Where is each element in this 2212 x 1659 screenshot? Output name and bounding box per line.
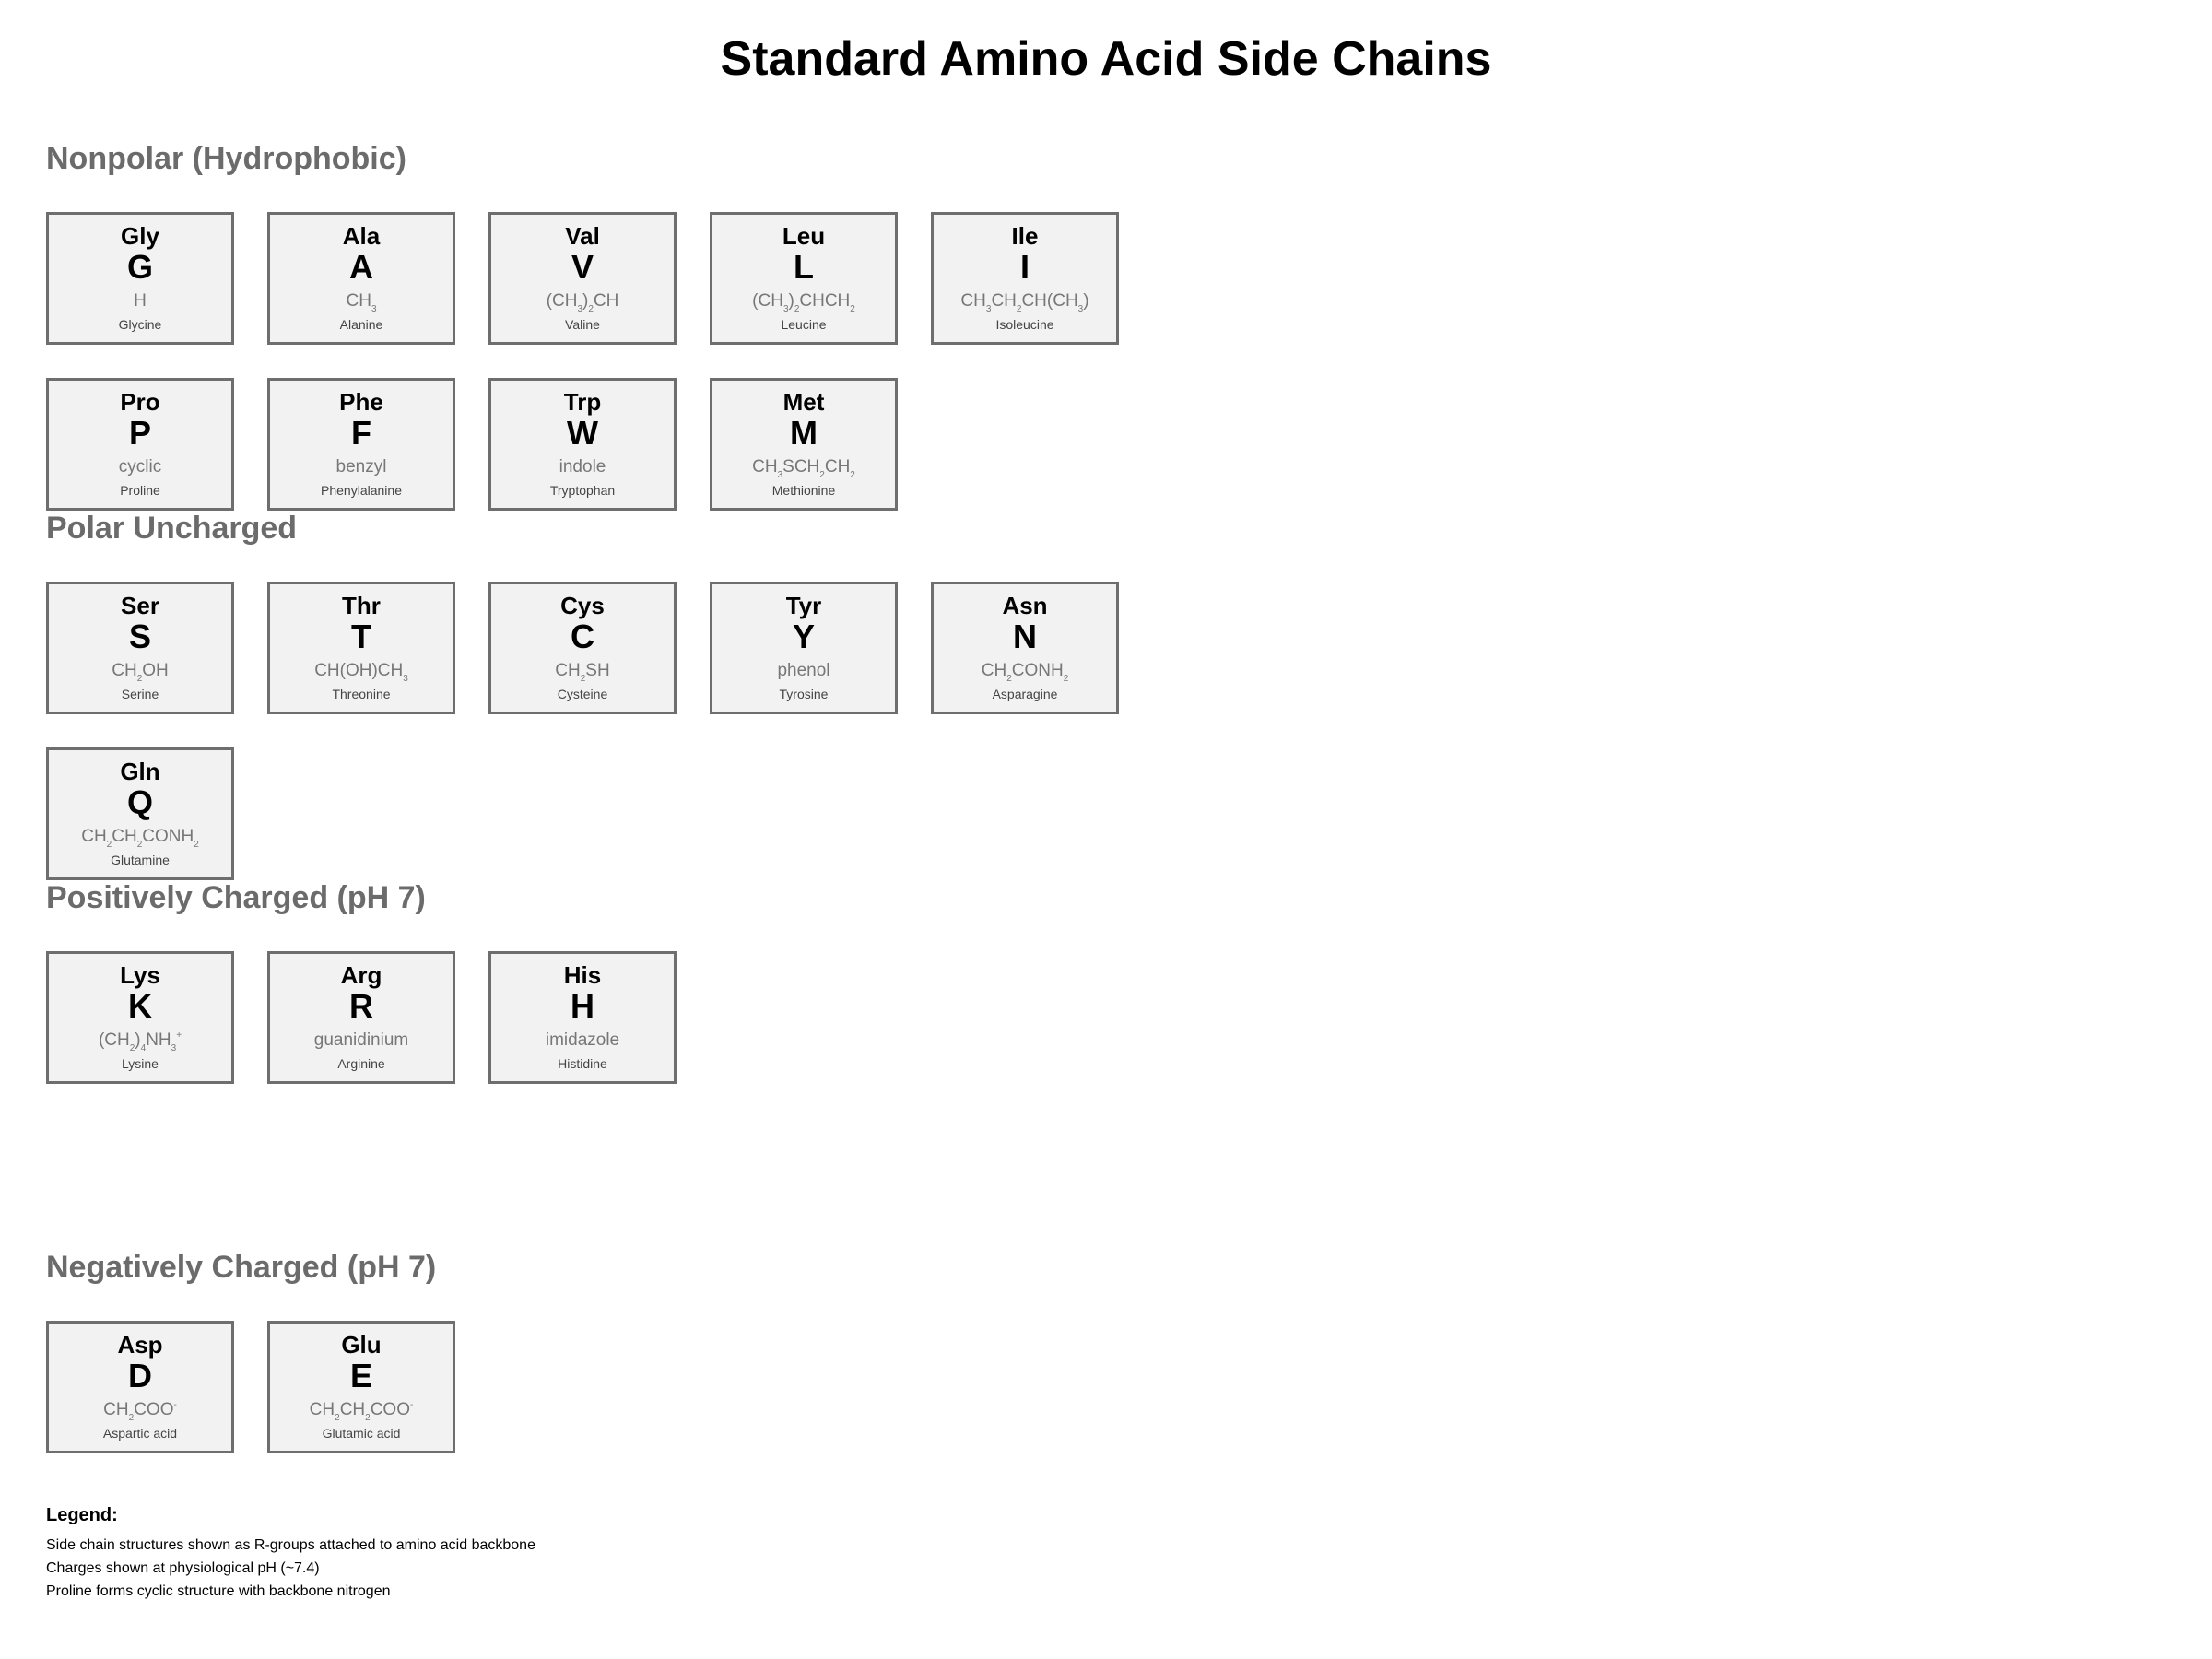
group-heading: Polar Uncharged xyxy=(46,511,298,546)
one-letter-code: K xyxy=(128,987,152,1025)
side-chain-formula: phenol xyxy=(777,661,830,680)
amino-acid-card-ile xyxy=(931,212,1119,345)
one-letter-code: A xyxy=(349,248,373,286)
three-letter-code: Pro xyxy=(120,388,160,416)
amino-acid-card-gln xyxy=(46,747,234,880)
three-letter-code: Ala xyxy=(342,222,381,250)
three-letter-code: Phe xyxy=(339,388,383,416)
side-chain-formula: cyclic xyxy=(118,457,162,477)
group-heading: Negatively Charged (pH 7) xyxy=(46,1250,437,1285)
one-letter-code: V xyxy=(571,248,594,286)
amino-acid-name: Valine xyxy=(565,317,600,332)
legend-item-1: Side chain structures shown as R-groups attached to amino acid backbone xyxy=(46,1537,535,1553)
amino-acid-card-leu xyxy=(710,212,898,345)
one-letter-code: Y xyxy=(792,618,815,655)
amino-acid-name: Alanine xyxy=(339,317,383,332)
one-letter-code: L xyxy=(794,248,814,286)
amino-acid-card-tyr xyxy=(710,582,898,714)
amino-acid-name: Glutamine xyxy=(111,853,170,867)
side-chain-formula: $(CH_3)_2CHCH_2$ xyxy=(752,291,855,314)
amino-acid-card-trp xyxy=(488,378,677,511)
side-chain-formula: indole xyxy=(559,457,606,477)
three-letter-code: His xyxy=(563,961,602,989)
legend-title: Legend: xyxy=(46,1505,118,1525)
side-chain-formula: $(CH_3)_2CH$ xyxy=(546,291,619,314)
three-letter-code: Asp xyxy=(117,1331,163,1359)
three-letter-code: Val xyxy=(565,222,600,250)
one-letter-code: R xyxy=(349,987,373,1025)
side-chain-formula: H xyxy=(134,291,147,311)
one-letter-code: S xyxy=(128,618,151,655)
side-chain-formula: benzyl xyxy=(335,457,387,477)
side-chain-formula: $CH_3CH_2CH(CH_3)$ xyxy=(960,291,1089,314)
three-letter-code: Met xyxy=(782,388,825,416)
three-letter-code: Tyr xyxy=(785,592,822,619)
three-letter-code: Trp xyxy=(563,388,602,416)
amino-acid-card-gly xyxy=(46,212,234,345)
amino-acid-card-thr xyxy=(267,582,455,714)
side-chain-formula: guanidinium xyxy=(313,1030,409,1050)
amino-acid-name: Leucine xyxy=(781,317,827,332)
amino-acid-card-glu xyxy=(267,1321,455,1453)
amino-acid-card-ala xyxy=(267,212,455,345)
group-heading: Nonpolar (Hydrophobic) xyxy=(46,141,406,176)
one-letter-code: G xyxy=(126,248,153,286)
amino-acid-card-asn xyxy=(931,582,1119,714)
amino-acid-name: Proline xyxy=(120,483,160,498)
legend-item-2: Charges shown at physiological pH (~7.4) xyxy=(46,1560,320,1576)
amino-acid-card-phe xyxy=(267,378,455,511)
amino-acid-name: Glycine xyxy=(118,317,162,332)
amino-acid-card-pro xyxy=(46,378,234,511)
amino-acid-card-val xyxy=(488,212,677,345)
side-chain-formula: $CH_2CONH_2$ xyxy=(981,661,1069,684)
three-letter-code: Ile xyxy=(1011,222,1039,250)
amino-acid-name: Cysteine xyxy=(557,687,608,701)
amino-acid-name: Methionine xyxy=(771,483,836,498)
one-letter-code: E xyxy=(349,1357,372,1394)
side-chain-formula: $CH_2CH_2COO^-$ xyxy=(309,1400,414,1423)
legend-item-3: Proline forms cyclic structure with backbone nitrogen xyxy=(46,1583,391,1599)
amino-acid-name: Isoleucine xyxy=(995,317,1054,332)
amino-acid-name: Tryptophan xyxy=(549,483,616,498)
amino-acid-card-lys xyxy=(46,951,234,1084)
three-letter-code: Cys xyxy=(560,592,605,619)
one-letter-code: M xyxy=(790,414,818,452)
amino-acid-card-met xyxy=(710,378,898,511)
one-letter-code: N xyxy=(1013,618,1037,655)
one-letter-code: P xyxy=(128,414,151,452)
side-chain-formula: $CH_2CH_2CONH_2$ xyxy=(81,827,199,850)
one-letter-code: D xyxy=(128,1357,152,1394)
one-letter-code: Q xyxy=(126,783,153,821)
one-letter-code: W xyxy=(567,414,598,452)
one-letter-code: H xyxy=(571,987,594,1025)
one-letter-code: C xyxy=(571,618,594,655)
amino-acid-card-his xyxy=(488,951,677,1084)
amino-acid-name: Histidine xyxy=(558,1056,607,1071)
side-chain-formula: $(CH_2)_4NH_3^+$ xyxy=(98,1030,182,1053)
amino-acid-name: Arginine xyxy=(337,1056,385,1071)
amino-acid-name: Lysine xyxy=(122,1056,159,1071)
side-chain-formula: $CH_2COO^-$ xyxy=(103,1400,177,1423)
side-chain-formula: imidazole xyxy=(545,1030,620,1050)
amino-acid-name: Tyrosine xyxy=(779,687,829,701)
amino-acid-name: Phenylalanine xyxy=(321,483,402,498)
three-letter-code: Arg xyxy=(340,961,382,989)
amino-acid-card-ser xyxy=(46,582,234,714)
three-letter-code: Ser xyxy=(121,592,159,619)
three-letter-code: Thr xyxy=(342,592,381,619)
amino-acid-name: Threonine xyxy=(332,687,391,701)
amino-acid-name: Serine xyxy=(121,687,159,701)
one-letter-code: I xyxy=(1019,248,1030,286)
amino-acid-name: Aspartic acid xyxy=(102,1426,178,1441)
side-chain-formula: $CH_2SH$ xyxy=(555,661,610,684)
page-title: Standard Amino Acid Side Chains xyxy=(720,32,1492,86)
amino-acid-card-arg xyxy=(267,951,455,1084)
side-chain-formula: $CH_2OH$ xyxy=(112,661,169,684)
three-letter-code: Gln xyxy=(120,758,160,785)
three-letter-code: Glu xyxy=(341,1331,382,1359)
amino-acid-name: Asparagine xyxy=(992,687,1058,701)
side-chain-formula: $CH_3$ xyxy=(346,291,377,314)
amino-acid-name: Glutamic acid xyxy=(322,1426,401,1441)
three-letter-code: Leu xyxy=(782,222,826,250)
side-chain-formula: $CH(OH)CH_3$ xyxy=(314,661,408,684)
one-letter-code: T xyxy=(351,618,371,655)
three-letter-code: Asn xyxy=(1002,592,1048,619)
side-chain-formula: $CH_3SCH_2CH_2$ xyxy=(752,457,855,480)
three-letter-code: Gly xyxy=(121,222,159,250)
group-heading: Positively Charged (pH 7) xyxy=(46,880,426,915)
three-letter-code: Lys xyxy=(120,961,160,989)
amino-acid-card-asp xyxy=(46,1321,234,1453)
one-letter-code: F xyxy=(351,414,371,452)
amino-acid-card-cys xyxy=(488,582,677,714)
